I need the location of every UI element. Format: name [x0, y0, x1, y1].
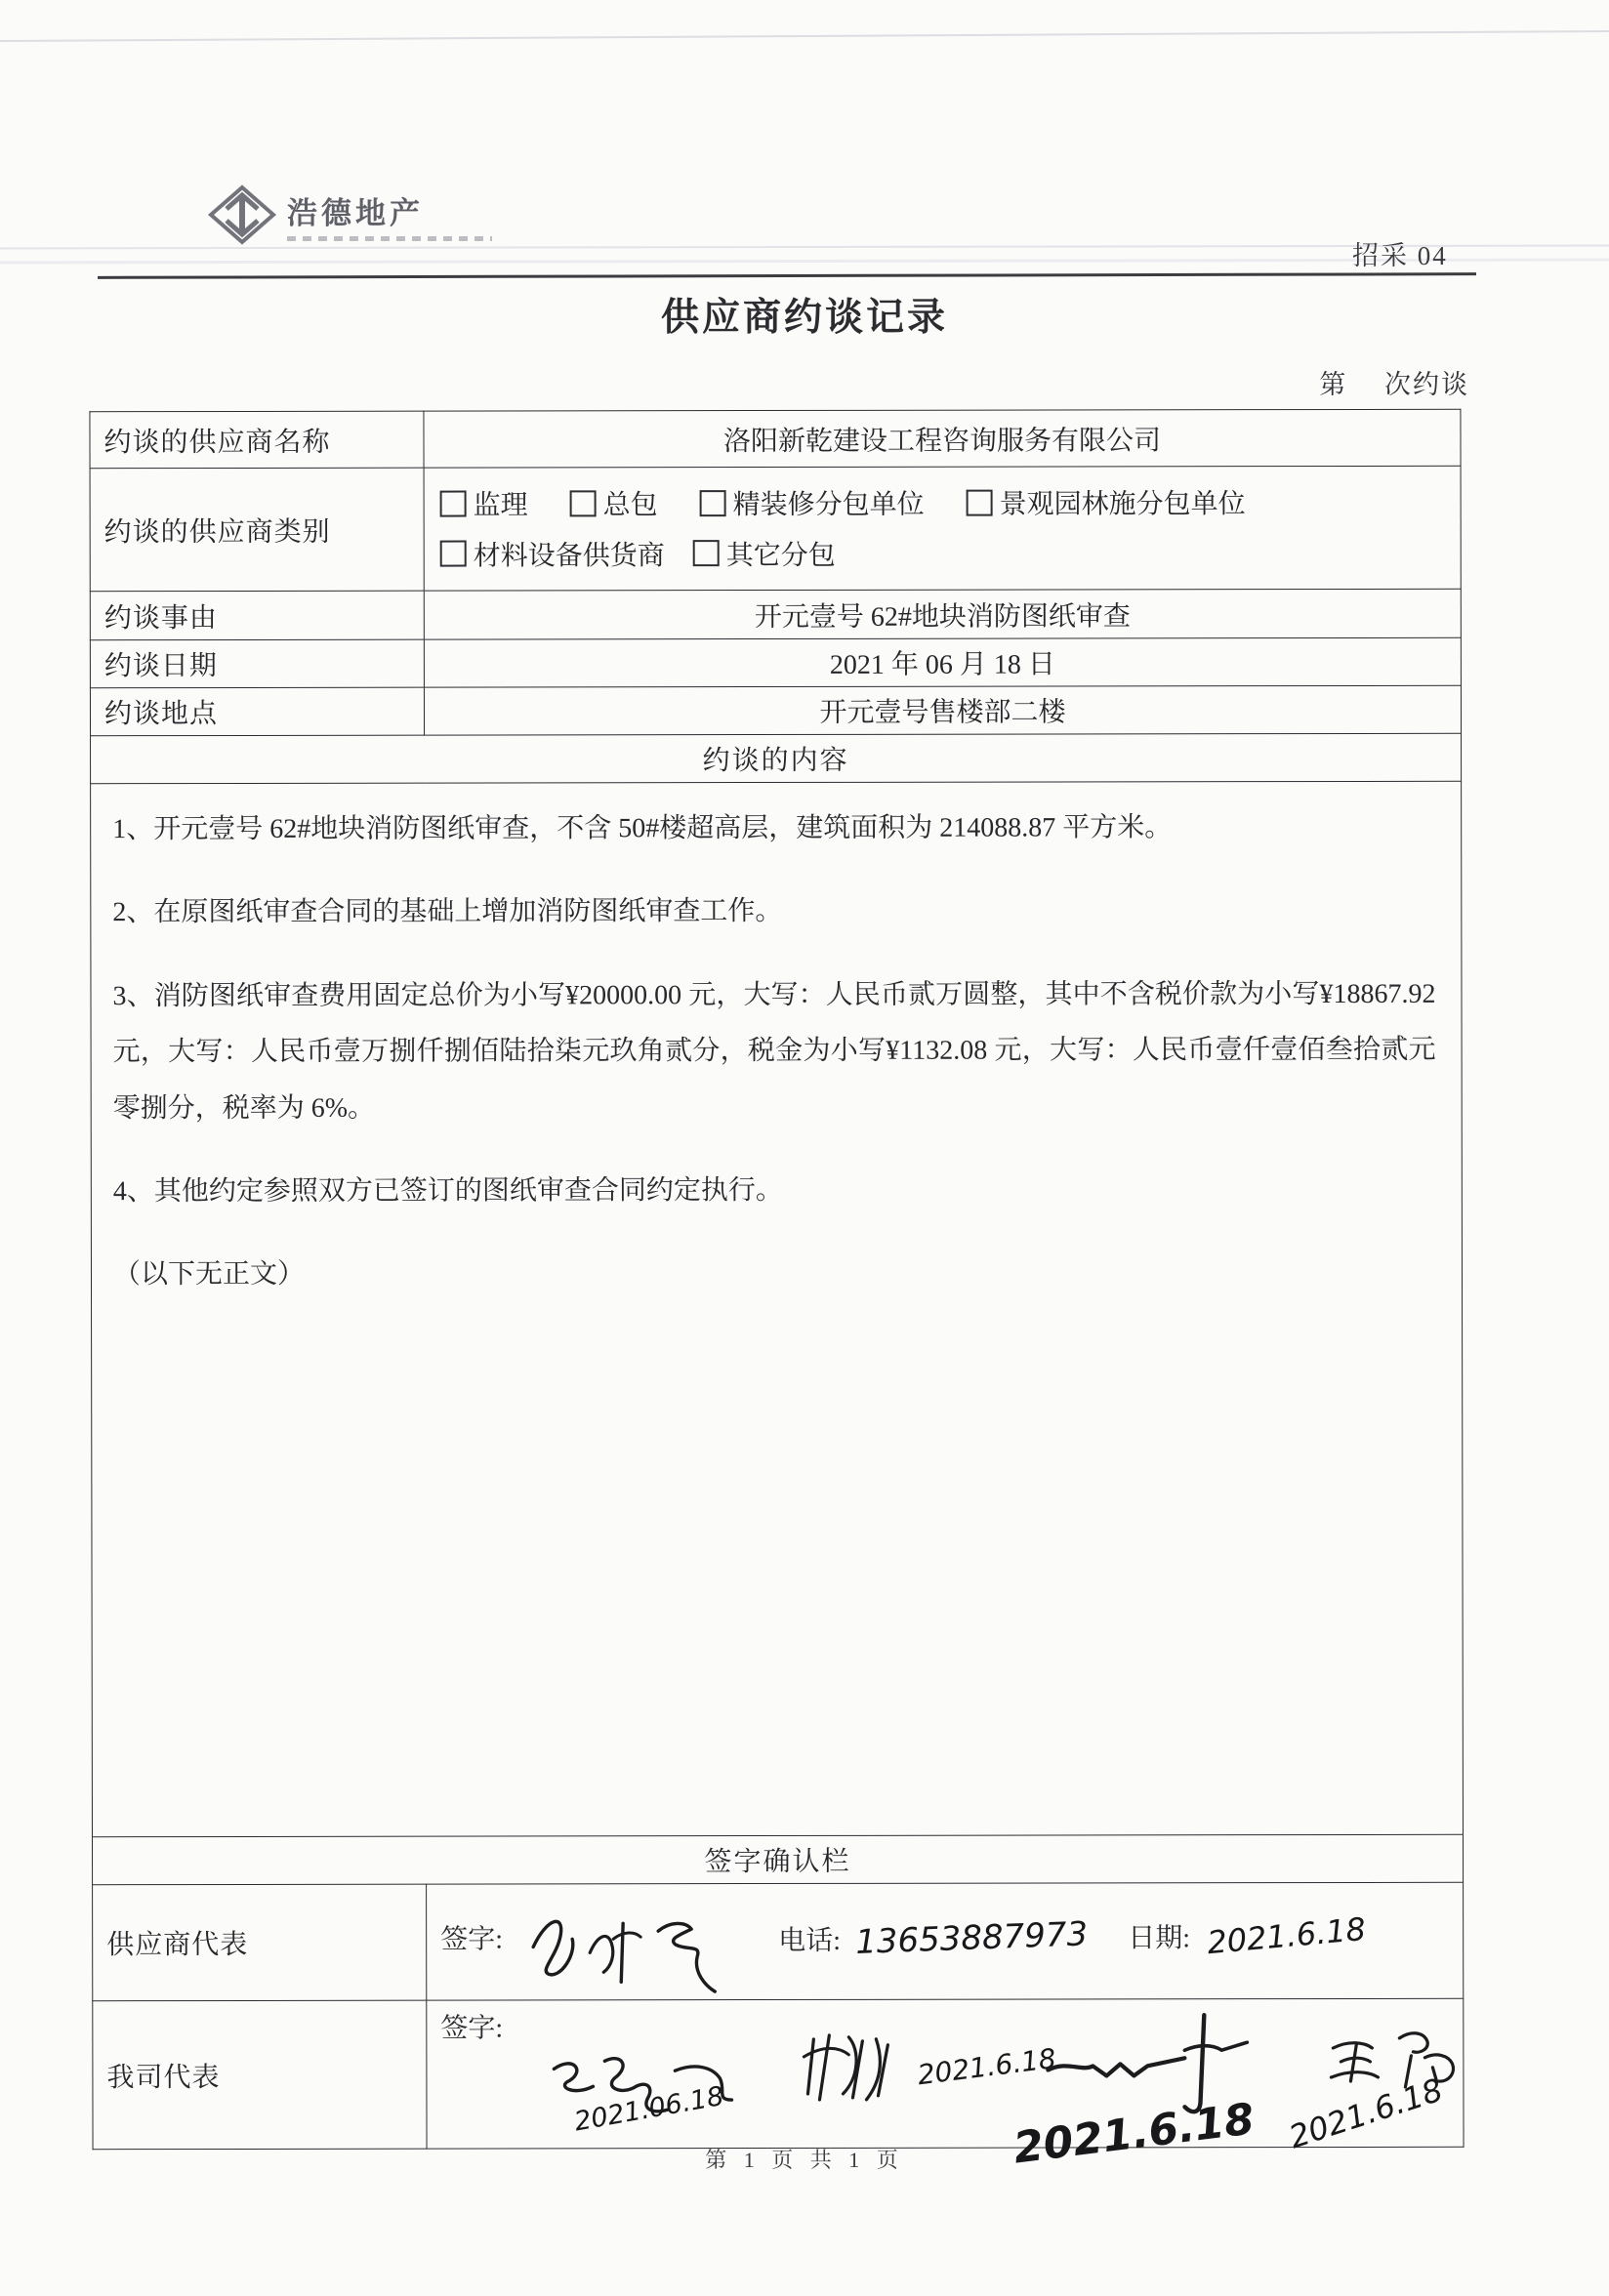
- content-paragraph-1: 1、开元壹号 62#地块消防图纸审查，不含 50#楼超高层，建筑面积为 214088.87 平方米。: [112, 812, 1173, 845]
- company-rep-date-4: 2021.6.18: [1284, 2070, 1448, 2156]
- content-paragraph-3: 3、消防图纸审查费用固定总价为小写¥20000.00 元，大写：人民币贰万圆整，其中不含税价款为小写¥18867.92 元，大写：人民币壹万捌仟捌佰陆拾柒元玖角贰分，税金为小写¥1132.08 元，大写：人民币壹仟壹佰叁拾贰元零捌分，税率为 6%。: [112, 978, 1436, 1124]
- meeting-count-label: 第 次约谈: [1319, 370, 1469, 399]
- content-closing-note: （以下无正文）: [112, 1259, 306, 1291]
- checkbox-option-jianli: [440, 483, 528, 522]
- logo-caption-smalltext: [287, 236, 492, 241]
- company-rep-signature-2: [796, 2022, 923, 2115]
- table-row: [90, 409, 1461, 468]
- supplier-name-value: 洛阳新乾建设工程咨询服务有限公司: [424, 409, 1461, 468]
- supplier-type-label: 约谈的供应商类别: [90, 468, 424, 592]
- company-rep-label: 我司代表: [93, 2000, 427, 2150]
- checkbox-icon: [700, 490, 726, 516]
- date-label: 约谈日期: [90, 639, 424, 688]
- checkbox-option-jingguanyuanlin: [967, 482, 1246, 521]
- scan-artifact-line: [0, 30, 1609, 42]
- checkbox-option-jingzhuangxiu: [700, 483, 925, 522]
- table-row: [91, 781, 1464, 1836]
- place-label: 约谈地点: [90, 687, 424, 736]
- sign-label: 签字:: [440, 2013, 504, 2044]
- date-sign-label: 日期:: [1128, 1923, 1190, 1954]
- date-handwritten-value: 2021.6.18: [1205, 1909, 1368, 1962]
- logo-text: 浩德地产: [287, 196, 424, 230]
- checkbox-label: 其它分包: [725, 540, 836, 571]
- signoff-section-header: 签字确认栏: [92, 1834, 1463, 1884]
- supplier-rep-signature: [519, 1896, 744, 2005]
- company-logo: [207, 184, 492, 246]
- reason-label: 约谈事由: [90, 591, 424, 640]
- supplier-rep-label: 供应商代表: [93, 1884, 427, 2001]
- sign-label: 签字:: [440, 1924, 503, 1955]
- table-row: [90, 637, 1461, 687]
- checkbox-icon: [440, 490, 467, 516]
- page-number-footer: 第 1 页 共 1 页: [705, 2148, 904, 2172]
- header-divider-rule: [98, 272, 1476, 279]
- table-row: [93, 1998, 1464, 2149]
- company-rep-date-2: 2021.6.18: [915, 2041, 1058, 2092]
- company-rep-date-3: 2021.6.18: [1011, 2094, 1258, 2174]
- content-body: [91, 781, 1464, 1836]
- table-row: [90, 589, 1461, 639]
- supplier-type-options: [424, 466, 1461, 591]
- checkbox-label: 材料设备供货商: [473, 540, 665, 572]
- checkbox-label: 精装修分包单位: [732, 489, 925, 521]
- checkbox-icon: [570, 490, 597, 516]
- checkbox-option-cailiaoshebei: [440, 534, 665, 573]
- table-row: [91, 733, 1462, 783]
- checkbox-label: 总包: [602, 490, 658, 521]
- phone-label: 电话:: [778, 1925, 841, 1956]
- date-value: 2021 年 06 月 18 日: [424, 637, 1461, 687]
- table-row: [90, 466, 1461, 591]
- supplier-rep-sign-area: [427, 1882, 1464, 2000]
- content-paragraph-4: 4、其他约定参照双方已签订的图纸审查合同约定执行。: [112, 1174, 783, 1208]
- page-title: 供应商约谈记录: [660, 297, 948, 339]
- content-paragraph-2: 2、在原图纸审查合同的基础上增加消防图纸审查工作。: [112, 896, 783, 928]
- table-row: [92, 1834, 1463, 1884]
- supplier-rep-date: [1128, 1909, 1368, 1962]
- checkbox-label: 监理: [473, 490, 528, 521]
- diamond-logo-icon: [207, 184, 277, 246]
- checkbox-icon: [693, 540, 720, 566]
- checkbox-option-qitafenbao: [693, 533, 836, 572]
- doc-code: 招采 04: [1352, 241, 1448, 270]
- supplier-rep-phone: [778, 1914, 1089, 1962]
- table-row: [90, 685, 1461, 735]
- table-row: [93, 1882, 1464, 2000]
- place-value: 开元壹号售楼部二楼: [424, 685, 1461, 735]
- reason-value: 开元壹号 62#地块消防图纸审查: [424, 589, 1461, 639]
- content-section-header: 约谈的内容: [91, 733, 1462, 783]
- phone-handwritten-value: 13653887973: [854, 1914, 1089, 1962]
- checkbox-label: 景观园林施分包单位: [999, 489, 1246, 520]
- supplier-name-label: 约谈的供应商名称: [90, 411, 424, 469]
- checkbox-icon: [440, 541, 467, 567]
- checkbox-option-zongbao: [570, 483, 658, 522]
- checkbox-icon: [967, 489, 993, 515]
- company-rep-date-1: 2021.06.18: [571, 2080, 726, 2138]
